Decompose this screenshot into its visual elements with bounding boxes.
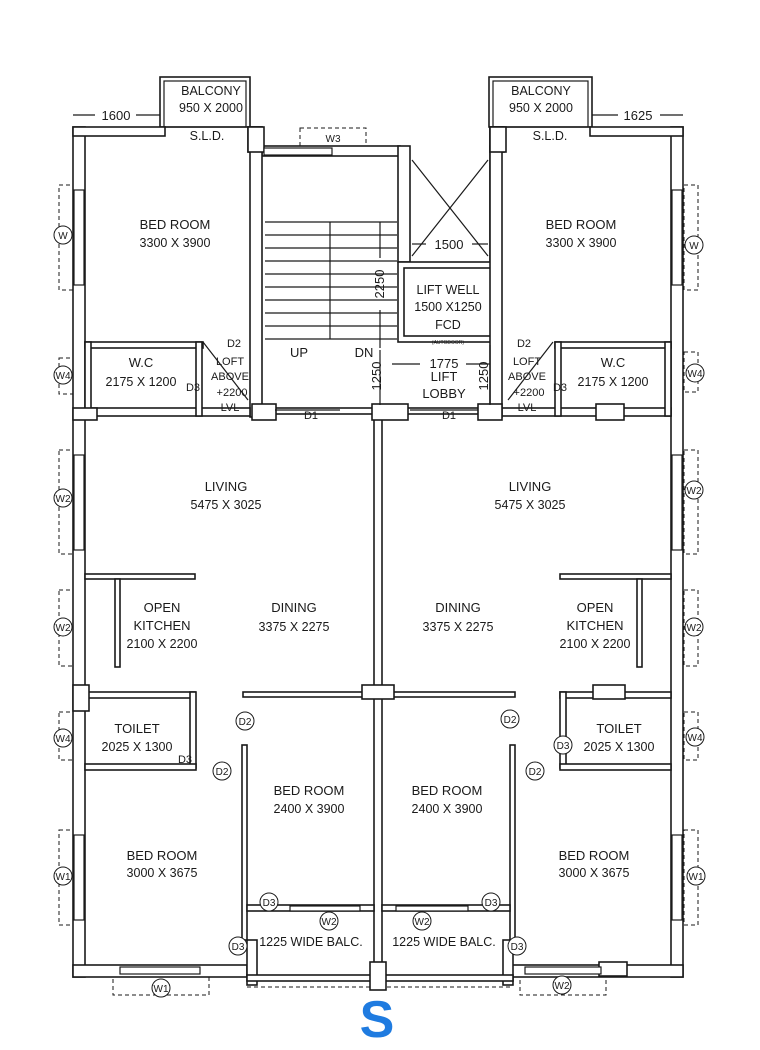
lift-well-name: LIFT WELL	[416, 283, 480, 297]
loft-right-1: LOFT	[512, 356, 542, 368]
bedroom-cr-name: BED ROOM	[411, 783, 483, 798]
tag-d2-left-bed	[213, 762, 231, 780]
balc-cr-label: 1225 WIDE BALC.	[392, 935, 496, 949]
wc-right-name: W.C	[600, 355, 626, 370]
tag-w4-right-top	[686, 364, 704, 382]
bedroom-br-size: 3000 X 3675	[558, 866, 630, 880]
stair-up: UP	[289, 345, 309, 360]
sld-left: S.L.D.	[189, 129, 225, 143]
dining-left-name: DINING	[271, 600, 317, 615]
bedroom-bl-name: BED ROOM	[126, 848, 198, 863]
toilet-right-size: 2025 X 1300	[583, 740, 655, 754]
tag-w2-left-kitchen	[54, 618, 72, 636]
tag-d3-balc-left-outer	[229, 937, 247, 955]
kitchen-right-size: 2100 X 2200	[559, 637, 631, 651]
tag-d3-wc-left: D3	[185, 382, 201, 394]
kitchen-left-2: KITCHEN	[133, 618, 191, 633]
loft-right-4: LVL	[517, 402, 537, 414]
svg-text:D3: D3	[231, 942, 245, 953]
tag-d2-centre-right	[501, 710, 519, 728]
dim-top-left: 1600	[101, 108, 131, 123]
svg-text:W: W	[58, 231, 68, 242]
balcony-left-name: BALCONY	[181, 84, 241, 98]
kitchen-left-size: 2100 X 2200	[126, 637, 198, 651]
svg-text:W4: W4	[55, 734, 71, 745]
lift-well-note: (AUTODOOR)	[431, 340, 465, 346]
tag-w1-left	[54, 867, 72, 885]
dim-lift-width: 1500	[434, 237, 464, 252]
svg-text:D3: D3	[556, 741, 570, 752]
tag-d3-wc-right: D3	[552, 382, 568, 394]
svg-text:W4: W4	[687, 369, 703, 380]
dining-right-size: 3375 X 2275	[422, 620, 494, 634]
toilet-left-name: TOILET	[114, 721, 160, 736]
tag-d2-centre-left	[236, 712, 254, 730]
svg-text:W2: W2	[55, 494, 71, 505]
living-left-name: LIVING	[204, 479, 248, 494]
tag-w2-balc-right	[413, 912, 431, 930]
tag-w2-bottom	[553, 976, 571, 994]
tag-w1-bottom	[152, 979, 170, 997]
toilet-left-size: 2025 X 1300	[101, 740, 173, 754]
svg-text:W4: W4	[687, 733, 703, 744]
svg-text:W3: W3	[325, 134, 341, 145]
kitchen-right-1: OPEN	[576, 600, 614, 615]
bedroom-tr-name: BED ROOM	[545, 217, 617, 232]
tag-w3-top	[326, 134, 341, 145]
bedroom-br-name: BED ROOM	[558, 848, 630, 863]
loft-left-3: +2200	[216, 387, 248, 399]
bedroom-tr-size: 3300 X 3900	[545, 236, 617, 250]
svg-text:D3: D3	[484, 898, 498, 909]
loft-left-1: LOFT	[215, 356, 245, 368]
wc-right-size: 2175 X 1200	[577, 375, 649, 389]
dim-lobby-width: 1775	[429, 356, 459, 371]
svg-text:D3: D3	[262, 898, 276, 909]
tag-w-left	[54, 226, 72, 244]
svg-text:W1: W1	[688, 872, 704, 883]
wc-left-size: 2175 X 1200	[105, 375, 177, 389]
lift-well-size: 1500 X1250	[414, 300, 482, 314]
svg-text:W2: W2	[55, 623, 71, 634]
svg-text:D2: D2	[503, 715, 517, 726]
lift-lobby-1: LIFT	[430, 369, 458, 384]
balcony-left-size: 950 X 2000	[179, 101, 243, 115]
tag-d1-left: D1	[303, 410, 319, 422]
svg-text:W: W	[689, 241, 699, 252]
toilet-right-name: TOILET	[596, 721, 642, 736]
bedroom-cl-size: 2400 X 3900	[273, 802, 345, 816]
kitchen-right-2: KITCHEN	[566, 618, 624, 633]
loft-left-2: ABOVE	[211, 371, 249, 383]
loft-right-2: ABOVE	[508, 371, 546, 383]
tag-d2-loft-left: D2	[226, 338, 242, 350]
svg-text:D3: D3	[510, 942, 524, 953]
dining-right-name: DINING	[435, 600, 481, 615]
dim-lobby-right: 1250	[476, 361, 491, 391]
dining-left-size: 3375 X 2275	[258, 620, 330, 634]
compass-south-label: S	[359, 991, 395, 1049]
tag-d3-balc-right-outer	[508, 937, 526, 955]
kitchen-left-1: OPEN	[143, 600, 181, 615]
tag-d2-loft-right: D2	[516, 338, 532, 350]
interior-walls	[85, 127, 671, 966]
svg-text:W2: W2	[554, 981, 570, 992]
svg-text:D2: D2	[238, 717, 252, 728]
loft-left-4: LVL	[220, 402, 240, 414]
tag-w1-right	[687, 867, 705, 885]
tag-d1-right: D1	[441, 410, 457, 422]
tag-d3-balc-right-inner	[482, 893, 500, 911]
tag-d3-balc-left-inner	[260, 893, 278, 911]
dim-lobby-left: 1250	[369, 361, 384, 391]
living-right-size: 5475 X 3025	[494, 498, 566, 512]
bedroom-bl-size: 3000 X 3675	[126, 866, 198, 880]
tag-w4-left-toilet	[54, 729, 72, 747]
balcony-right-name: BALCONY	[511, 84, 571, 98]
bedroom-cr-size: 2400 X 3900	[411, 802, 483, 816]
balc-cl-label: 1225 WIDE BALC.	[259, 935, 363, 949]
bedroom-cl-name: BED ROOM	[273, 783, 345, 798]
svg-text:W2: W2	[686, 623, 702, 634]
dim-stair-run: 2250	[372, 269, 387, 299]
tag-d3-toilet-left: D3	[177, 754, 193, 766]
svg-text:W2: W2	[321, 917, 337, 928]
tag-w2-left-living	[54, 489, 72, 507]
svg-text:D2: D2	[215, 767, 229, 778]
tag-w4-right-toilet	[686, 728, 704, 746]
svg-text:W4: W4	[55, 371, 71, 382]
tag-w-right	[685, 236, 703, 254]
svg-text:W2: W2	[414, 917, 430, 928]
svg-text:D2: D2	[528, 767, 542, 778]
tag-d3-toilet-right	[554, 736, 572, 754]
tag-w2-balc-left	[320, 912, 338, 930]
tag-d2-right-bed	[526, 762, 544, 780]
wc-left-name: W.C	[128, 355, 154, 370]
dim-top-right: 1625	[623, 108, 653, 123]
lift-well-fcd: FCD	[435, 318, 461, 332]
loft-right-3: +2200	[513, 387, 545, 399]
balcony-right-size: 950 X 2000	[509, 101, 573, 115]
tag-w4-left-top	[54, 366, 72, 384]
sld-right: S.L.D.	[532, 129, 568, 143]
svg-text:W1: W1	[153, 984, 169, 995]
tag-w2-right-living	[685, 481, 703, 499]
svg-text:W1: W1	[55, 872, 71, 883]
lift-lobby-2: LOBBY	[422, 386, 466, 401]
tag-w2-right-kitchen	[685, 618, 703, 636]
bedroom-tl-size: 3300 X 3900	[139, 236, 211, 250]
living-right-name: LIVING	[508, 479, 552, 494]
dimension-lines	[73, 115, 683, 405]
bedroom-tl-name: BED ROOM	[139, 217, 211, 232]
living-left-size: 5475 X 3025	[190, 498, 262, 512]
stair-dn: DN	[354, 345, 374, 360]
svg-text:W2: W2	[686, 486, 702, 497]
